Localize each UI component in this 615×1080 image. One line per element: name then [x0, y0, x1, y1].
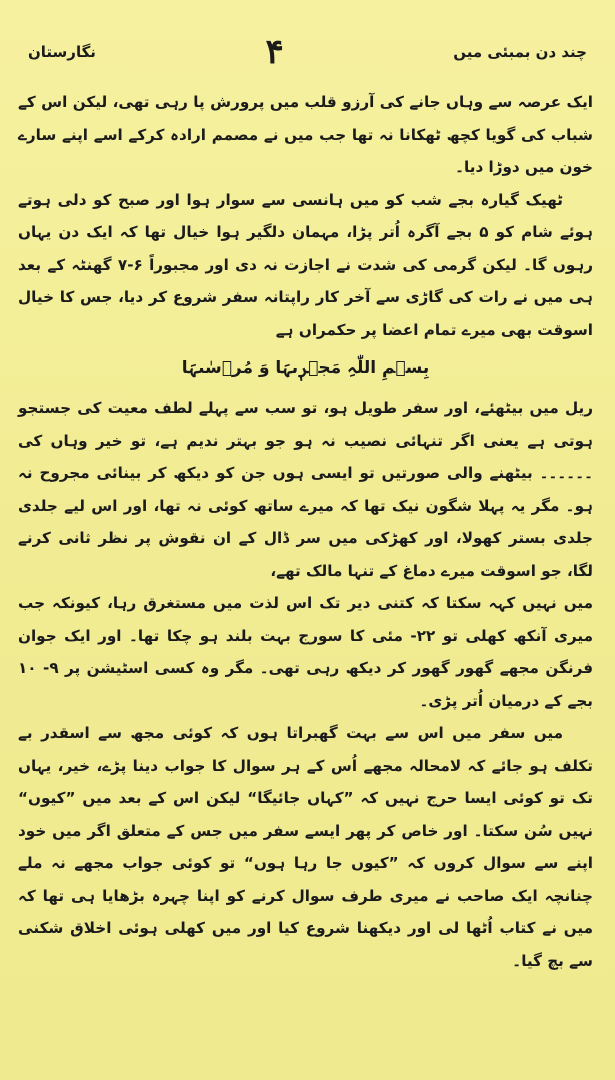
running-title-left: نگارستان [28, 43, 96, 61]
paragraph: میں سفر میں اس سے بہت گھبراتا ہوں کہ کوئی مجھ سے اسقدر بے تکلف ہو جائے کہ لامحالہ مجھے اُس کے ہر سوال کا جواب دینا پڑے، خیر، یہاں تک تو کوئی ایسا حرج نہیں کہ ”کہاں جائیگا“ لیکن اس کے بعد میں ”کیوں“ نہیں سُن سکتا۔ اور خاص کر پھر ایسے سفر میں جس کے متعلق اگر میں خود اپنے سے سوال کروں کہ ”کیوں جا رہا ہوں“ تو کوئی جواب مجھے نہ ملے چنانچہ ایک صاحب نے میری طرف سوال کرنے کو اپنا چہرہ بڑھایا ہی تھا کہ میں نے کتاب اُٹھا لی اور دیکھنا شروع کیا اور میں کھلی ہوئی اخلاق شکنی سے بچ گیا۔ [18, 724, 593, 970]
running-title-right: چند دن بمبئی میں [453, 43, 587, 61]
page-number: ۴ [265, 32, 284, 72]
paragraph: ایک عرصہ سے وہاں جانے کی آرزو قلب میں پرورش پا رہی تھی، لیکن اس کے شباب کی گویا کچھ ٹھکانا نہ تھا جب میں نے مصمم ارادہ کرکے اسے اپنے سارے خون میں دوڑا دیا۔ [18, 93, 593, 176]
page-header [28, 32, 587, 72]
bismillah-heading: بِسۡمِ اللّٰہِ مَجۡرٖىہَا وَ مُرۡسٰىہَا [181, 358, 430, 378]
page-body [18, 86, 593, 1056]
paragraph: ٹھیک گیارہ بجے شب کو میں ہانسی سے سوار ہوا اور صبح کو دلی ہوتے ہوئے شام کو ۵ بجے آگرہ اُتر پڑا، مہمان دلگیر ہوا خیال تھا کہ ایک دن یہاں رہوں گا۔ لیکن گرمی کی شدت نے اجازت نہ دی اور مجبوراً ۶-۷ گھنٹہ کے بعد ہی میں نے رات کی گاڑی سے آخر کار راپتانہ سفر شروع کر دیا، جس کا خیال اسوقت بھی میرے تمام اعضا پر حکمراں ہے [18, 190, 594, 339]
paragraph: ریل میں بیٹھئے، اور سفر طویل ہو، تو سب سے پہلے لطف معیت کی جستجو ہوتی ہے یعنی اگر تنہائی نصیب نہ ہو جو بہتر ندیم ہے، تو خیر وہاں کی ۔۔۔۔۔۔ بیٹھنے والی صورتیں تو ایسی ہوں جن کو دیکھ کر بینائی مجروح نہ ہو۔ مگر یہ پہلا شگون نیک تھا کہ میرے ساتھ کوئی نہ تھا، اور اس لیے جلدی جلدی بستر کھولا، اور کھڑکی میں سر ڈال کے ان نقوش پر نظر ثانی کرنے لگا، جو اسوقت میرے دماغ کے تنہا مالک تھے، [18, 399, 593, 580]
paragraph: میں نہیں کہہ سکتا کہ کتنی دیر تک اس لذت میں مستغرق رہا، کیونکہ جب میری آنکھ کھلی تو ۲۲- مئی کا سورج بہت بلند ہو چکا تھا۔ اور ایک جوان فرنگن مجھے گھور گھور کر دیکھ رہی تھی۔ مگر وہ کسی اسٹیشن پر ۹- ۱۰ بجے کے درمیان اُتر پڑی۔ [18, 594, 594, 710]
